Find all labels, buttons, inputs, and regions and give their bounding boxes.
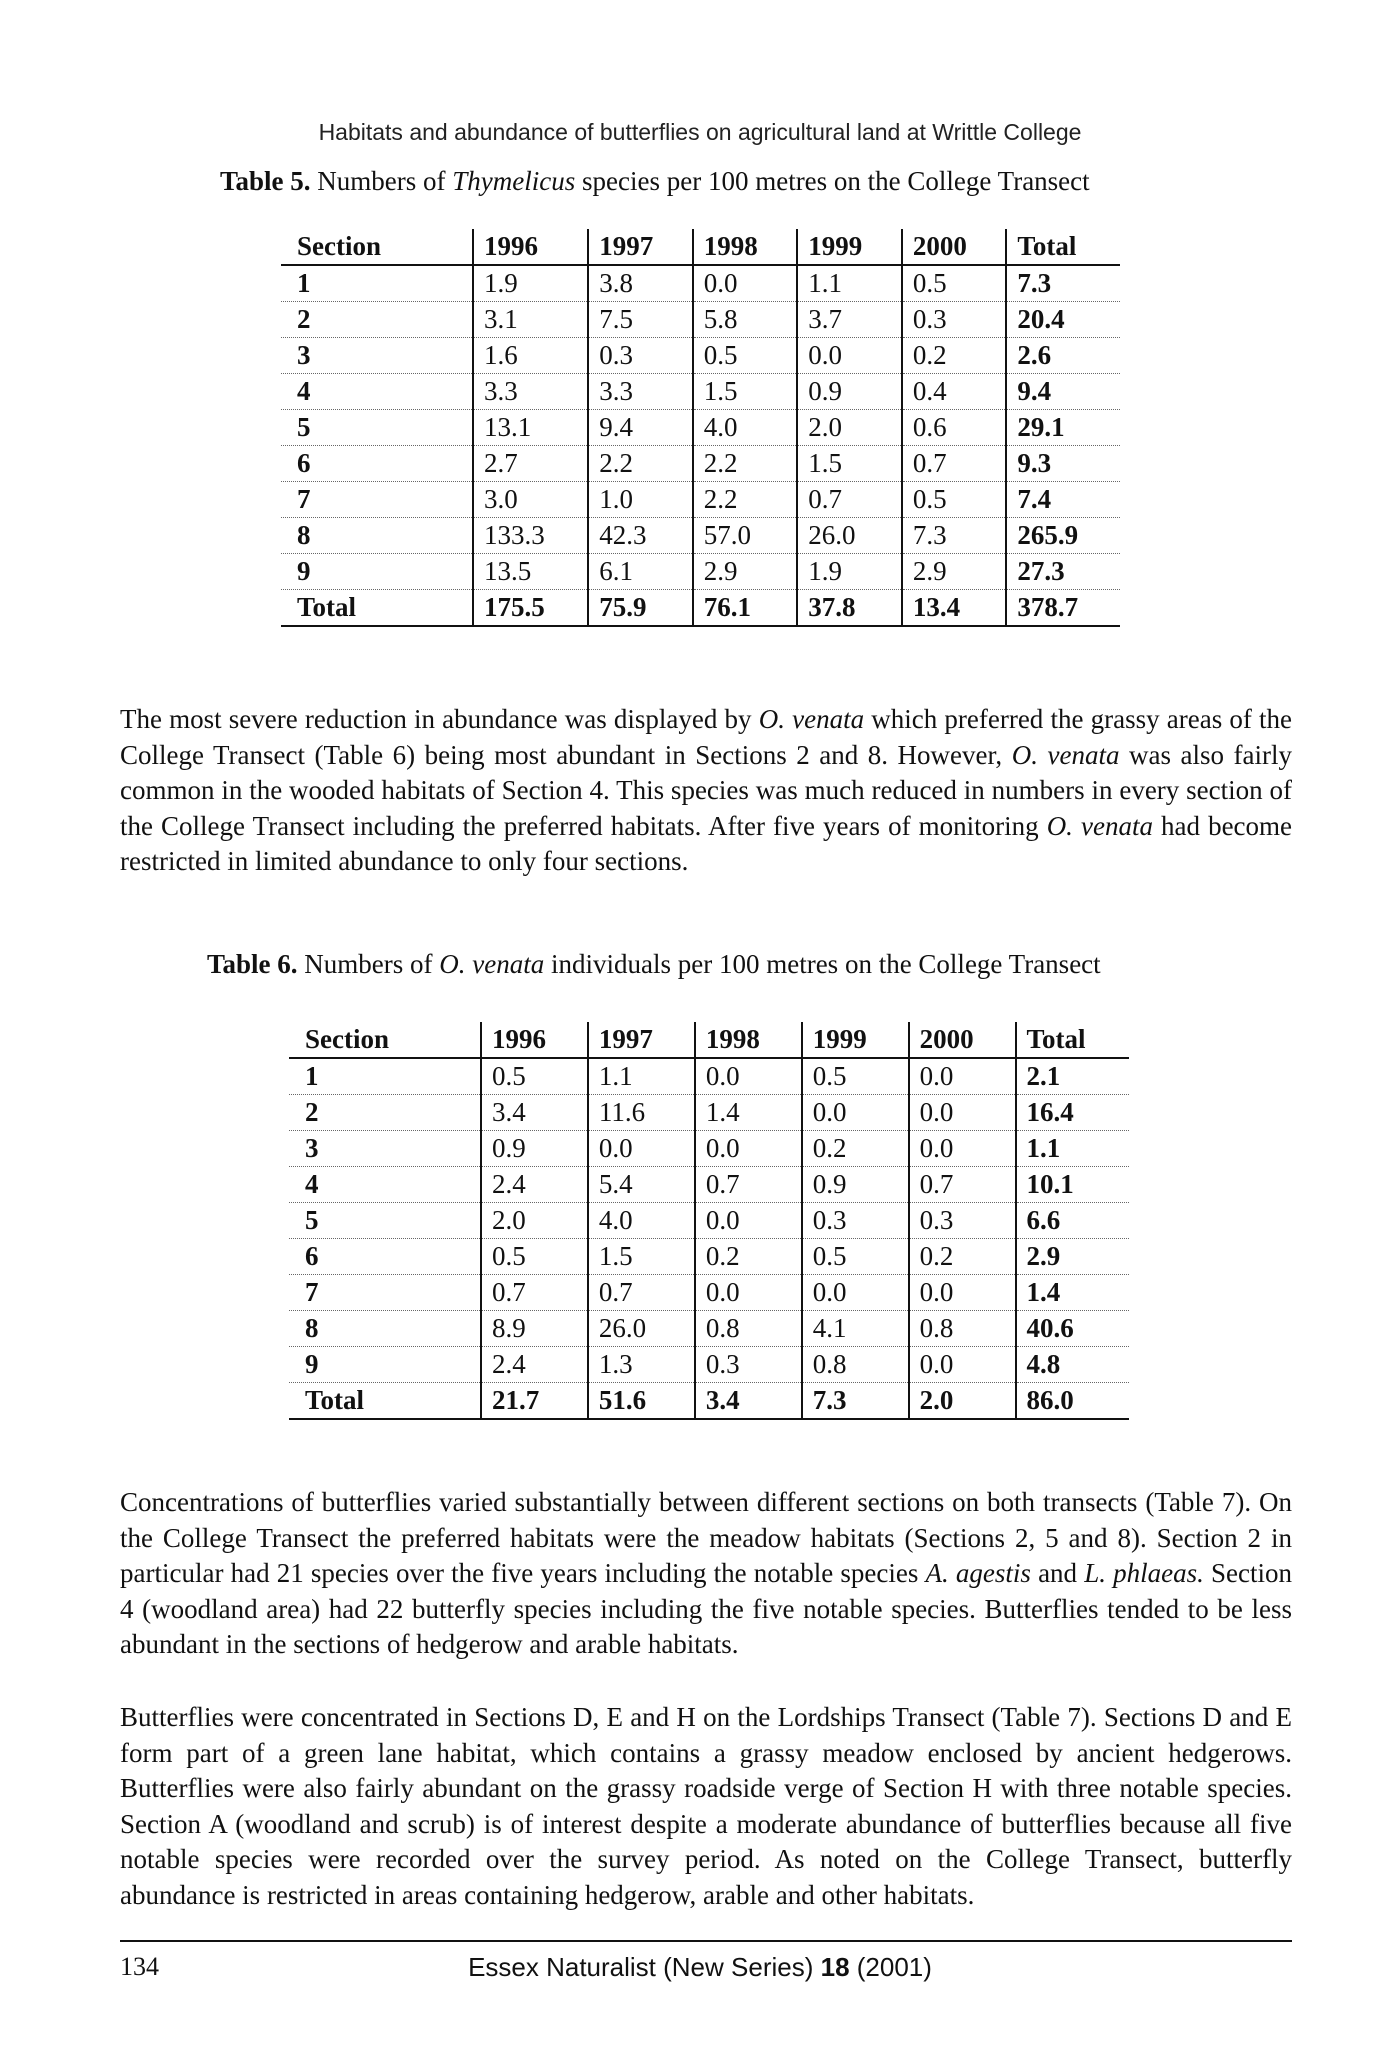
value-cell: 1.0: [588, 482, 693, 518]
value-cell: 2.4: [481, 1167, 588, 1203]
value-cell: 0.2: [802, 1131, 909, 1167]
value-cell: 51.6: [588, 1383, 695, 1420]
paragraph-text: which preferred the grassy areas of the College Transect (Table 6) being most abundant in Sections 2 and 8. However,: [120, 704, 1292, 770]
value-cell: 2.4: [481, 1347, 588, 1383]
section-cell: 9: [289, 1347, 481, 1383]
total-cell: 9.3: [1006, 446, 1120, 482]
table-row: [289, 1347, 1129, 1383]
value-cell: 0.0: [802, 1095, 909, 1131]
value-cell: 1.6: [473, 338, 588, 374]
section-cell: 2: [281, 302, 473, 338]
section-cell: 4: [289, 1167, 481, 1203]
total-cell: 378.7: [1006, 590, 1120, 627]
total-cell: 265.9: [1006, 518, 1120, 554]
value-cell: 0.4: [902, 374, 1007, 410]
journal-year: (2001): [856, 1952, 932, 1982]
col-header-2000: 2000: [909, 1022, 1016, 1058]
paragraph-text: and: [1038, 1558, 1078, 1588]
section-cell: 7: [281, 482, 473, 518]
table-header-row: [281, 229, 1120, 265]
total-cell: 2.6: [1006, 338, 1120, 374]
section-cell: 1: [281, 265, 473, 302]
total-cell: 1.4: [1016, 1275, 1129, 1311]
table5-label: Table 5.: [220, 166, 311, 196]
value-cell: 0.7: [481, 1275, 588, 1311]
col-header-total: Total: [1006, 229, 1120, 265]
paragraph-o-venata-reduction: [120, 702, 1292, 880]
section-cell: 5: [281, 410, 473, 446]
value-cell: 0.9: [797, 374, 902, 410]
total-cell: 20.4: [1006, 302, 1120, 338]
table6-caption: [207, 949, 1101, 980]
table-row: [281, 374, 1120, 410]
table5-caption: [220, 166, 1090, 197]
value-cell: 1.5: [693, 374, 798, 410]
total-cell: 27.3: [1006, 554, 1120, 590]
value-cell: 8.9: [481, 1311, 588, 1347]
paragraph-concentrations-college: [120, 1485, 1292, 1663]
journal-volume: 18: [820, 1952, 850, 1982]
value-cell: 21.7: [481, 1383, 588, 1420]
col-header-1999: 1999: [797, 229, 902, 265]
table-row: [281, 410, 1120, 446]
value-cell: 0.3: [695, 1347, 802, 1383]
table6-caption-post: individuals per 100 metres on the College Transect: [551, 949, 1101, 979]
total-cell: 2.1: [1016, 1058, 1129, 1095]
col-header-1996: 1996: [481, 1022, 588, 1058]
table-total-row: [289, 1383, 1129, 1420]
table-row: [289, 1131, 1129, 1167]
table-row: [289, 1167, 1129, 1203]
value-cell: 0.5: [802, 1239, 909, 1275]
value-cell: 2.2: [693, 446, 798, 482]
value-cell: 0.3: [588, 338, 693, 374]
table-row: [281, 265, 1120, 302]
col-header-2000: 2000: [902, 229, 1007, 265]
value-cell: 5.4: [588, 1167, 695, 1203]
value-cell: 0.5: [802, 1058, 909, 1095]
footer-rule: [120, 1940, 1292, 1942]
value-cell: 2.2: [693, 482, 798, 518]
value-cell: 1.5: [797, 446, 902, 482]
value-cell: 42.3: [588, 518, 693, 554]
species-name: O. venata: [1011, 739, 1120, 770]
value-cell: 75.9: [588, 590, 693, 627]
col-header-1998: 1998: [693, 229, 798, 265]
section-cell: 3: [289, 1131, 481, 1167]
value-cell: 1.3: [588, 1347, 695, 1383]
value-cell: 7.3: [902, 518, 1007, 554]
total-cell: 29.1: [1006, 410, 1120, 446]
value-cell: 3.1: [473, 302, 588, 338]
col-header-1997: 1997: [588, 1022, 695, 1058]
section-cell: 6: [289, 1239, 481, 1275]
value-cell: 11.6: [588, 1095, 695, 1131]
species-name: O. venata: [758, 704, 865, 734]
page-number: 134: [120, 1952, 159, 1981]
value-cell: 13.4: [902, 590, 1007, 627]
value-cell: 0.0: [909, 1275, 1016, 1311]
value-cell: 0.3: [902, 302, 1007, 338]
table5-caption-post: species per 100 metres on the College Transect: [582, 166, 1090, 196]
value-cell: 3.8: [588, 265, 693, 302]
section-cell: 1: [289, 1058, 481, 1095]
table6-caption-pre: Numbers of: [304, 949, 433, 979]
col-header-1997: 1997: [588, 229, 693, 265]
paragraph-lordships-transect: Butterflies were concentrated in Sections D, E and H on the Lordships Transect (Table 7). Sections D and E form part of a green lane habitat, which contains a grassy meadow enclosed by ancient hedgerows. Butterflies were also fairly abundant on the grassy roadside verge of Section H with three notable species. Section A (woodland and scrub) is of interest despite a moderate abundance of butterflies because all five notable species were recorded over the survey period. As noted on the College Transect, butterfly abundance is restricted in areas containing hedgerow, arable and other habitats.: [120, 1702, 1292, 1910]
table-row: [281, 446, 1120, 482]
value-cell: 3.7: [797, 302, 902, 338]
table-row: [289, 1311, 1129, 1347]
value-cell: 37.8: [797, 590, 902, 627]
value-cell: 0.0: [797, 338, 902, 374]
value-cell: 0.5: [481, 1058, 588, 1095]
journal-name: Essex Naturalist (New Series): [468, 1952, 814, 1982]
value-cell: 0.0: [695, 1275, 802, 1311]
value-cell: 0.0: [695, 1131, 802, 1167]
col-header-1996: 1996: [473, 229, 588, 265]
value-cell: 0.0: [588, 1131, 695, 1167]
value-cell: 0.3: [909, 1203, 1016, 1239]
total-cell: 6.6: [1016, 1203, 1129, 1239]
species-name: L. phlaeas.: [1084, 1558, 1204, 1588]
section-cell: 5: [289, 1203, 481, 1239]
section-cell: Total: [289, 1383, 481, 1420]
table5: [281, 229, 1120, 627]
value-cell: 3.3: [588, 374, 693, 410]
table6-label: Table 6.: [207, 949, 298, 979]
section-cell: 8: [281, 518, 473, 554]
value-cell: 2.0: [797, 410, 902, 446]
total-cell: 9.4: [1006, 374, 1120, 410]
paragraph-text: had become restricted in limited abundance to only four sections.: [120, 810, 1293, 876]
section-cell: 8: [289, 1311, 481, 1347]
value-cell: 26.0: [797, 518, 902, 554]
species-name: O. venata: [1046, 810, 1153, 841]
value-cell: 0.5: [902, 265, 1007, 302]
value-cell: 3.3: [473, 374, 588, 410]
table-row: [281, 554, 1120, 590]
value-cell: 1.1: [797, 265, 902, 302]
value-cell: 0.7: [902, 446, 1007, 482]
value-cell: 0.6: [902, 410, 1007, 446]
value-cell: 6.1: [588, 554, 693, 590]
value-cell: 1.9: [797, 554, 902, 590]
value-cell: 0.5: [902, 482, 1007, 518]
table6: [289, 1022, 1129, 1420]
value-cell: 1.4: [695, 1095, 802, 1131]
value-cell: 0.0: [909, 1347, 1016, 1383]
value-cell: 0.3: [802, 1203, 909, 1239]
value-cell: 4.0: [588, 1203, 695, 1239]
table-header-row: [289, 1022, 1129, 1058]
value-cell: 0.7: [695, 1167, 802, 1203]
table-row: [289, 1058, 1129, 1095]
value-cell: 175.5: [473, 590, 588, 627]
value-cell: 13.5: [473, 554, 588, 590]
table-row: [289, 1203, 1129, 1239]
value-cell: 0.7: [588, 1275, 695, 1311]
total-cell: 4.8: [1016, 1347, 1129, 1383]
value-cell: 0.7: [797, 482, 902, 518]
value-cell: 0.0: [695, 1203, 802, 1239]
value-cell: 5.8: [693, 302, 798, 338]
value-cell: 0.9: [802, 1167, 909, 1203]
value-cell: 1.9: [473, 265, 588, 302]
table-row: [281, 338, 1120, 374]
paragraph-text: Section 4 (woodland area) had 22 butterfly species including the five notable species. Butterflies tended to be less abundant in the sections of hedgerow and arable habitats.: [120, 1558, 1293, 1659]
table-row: [289, 1095, 1129, 1131]
value-cell: 7.5: [588, 302, 693, 338]
table-row: [281, 302, 1120, 338]
value-cell: 2.0: [481, 1203, 588, 1239]
value-cell: 7.3: [802, 1383, 909, 1420]
value-cell: 3.4: [481, 1095, 588, 1131]
table5-caption-pre: Numbers of: [317, 166, 446, 196]
value-cell: 2.7: [473, 446, 588, 482]
total-cell: 1.1: [1016, 1131, 1129, 1167]
value-cell: 4.1: [802, 1311, 909, 1347]
section-cell: 4: [281, 374, 473, 410]
section-cell: 6: [281, 446, 473, 482]
paragraph-text: was also fairly common in the wooded habitats of Section 4. This species was much reduced in numbers in every section of the College Transect including the preferred habitats. After five years of monitoring: [120, 739, 1293, 841]
value-cell: 2.9: [902, 554, 1007, 590]
value-cell: 0.2: [902, 338, 1007, 374]
table-row: [289, 1239, 1129, 1275]
total-cell: 86.0: [1016, 1383, 1129, 1420]
col-header-section: Section: [289, 1022, 481, 1058]
total-cell: 7.4: [1006, 482, 1120, 518]
total-cell: 10.1: [1016, 1167, 1129, 1203]
value-cell: 0.2: [909, 1239, 1016, 1275]
value-cell: 3.0: [473, 482, 588, 518]
value-cell: 0.8: [802, 1347, 909, 1383]
total-cell: 7.3: [1006, 265, 1120, 302]
species-name: A. agestis: [925, 1558, 1031, 1588]
value-cell: 0.5: [693, 338, 798, 374]
col-header-total: Total: [1016, 1022, 1129, 1058]
value-cell: 0.0: [909, 1095, 1016, 1131]
col-header-1999: 1999: [802, 1022, 909, 1058]
value-cell: 26.0: [588, 1311, 695, 1347]
value-cell: 1.5: [588, 1239, 695, 1275]
section-cell: 7: [289, 1275, 481, 1311]
table-row: [281, 482, 1120, 518]
value-cell: 0.0: [695, 1058, 802, 1095]
section-cell: 2: [289, 1095, 481, 1131]
value-cell: 0.9: [481, 1131, 588, 1167]
table-row: [281, 518, 1120, 554]
total-cell: 16.4: [1016, 1095, 1129, 1131]
section-cell: 3: [281, 338, 473, 374]
col-header-1998: 1998: [695, 1022, 802, 1058]
section-cell: Total: [281, 590, 473, 627]
col-header-section: Section: [281, 229, 473, 265]
footer-journal: [0, 1952, 1400, 1983]
value-cell: 0.8: [695, 1311, 802, 1347]
value-cell: 0.2: [695, 1239, 802, 1275]
value-cell: 57.0: [693, 518, 798, 554]
running-head: Habitats and abundance of butterflies on agricultural land at Writtle College: [318, 119, 1082, 145]
value-cell: 2.9: [693, 554, 798, 590]
paragraph-text: The most severe reduction in abundance was displayed by: [120, 704, 752, 734]
value-cell: 4.0: [693, 410, 798, 446]
value-cell: 0.0: [909, 1131, 1016, 1167]
value-cell: 9.4: [588, 410, 693, 446]
value-cell: 3.4: [695, 1383, 802, 1420]
paragraph-text: Concentrations of butterflies varied substantially between different sections on both transects (Table 7). On the College Transect the preferred habitats were the meadow habitats (Sections 2, 5 and 8). Section 2 in particular had 21 species over the five years including the notable species: [120, 1487, 1292, 1588]
value-cell: 2.0: [909, 1383, 1016, 1420]
value-cell: 2.2: [588, 446, 693, 482]
value-cell: 0.0: [802, 1275, 909, 1311]
value-cell: 76.1: [693, 590, 798, 627]
section-cell: 9: [281, 554, 473, 590]
value-cell: 0.0: [909, 1058, 1016, 1095]
table-row: [289, 1275, 1129, 1311]
total-cell: 2.9: [1016, 1239, 1129, 1275]
table-total-row: [281, 590, 1120, 627]
value-cell: 0.0: [693, 265, 798, 302]
value-cell: 0.5: [481, 1239, 588, 1275]
total-cell: 40.6: [1016, 1311, 1129, 1347]
table5-caption-genus: Thymelicus: [452, 166, 576, 196]
table6-caption-species: O. venata: [439, 949, 545, 979]
value-cell: 0.7: [909, 1167, 1016, 1203]
value-cell: 1.1: [588, 1058, 695, 1095]
value-cell: 13.1: [473, 410, 588, 446]
value-cell: 133.3: [473, 518, 588, 554]
value-cell: 0.8: [909, 1311, 1016, 1347]
